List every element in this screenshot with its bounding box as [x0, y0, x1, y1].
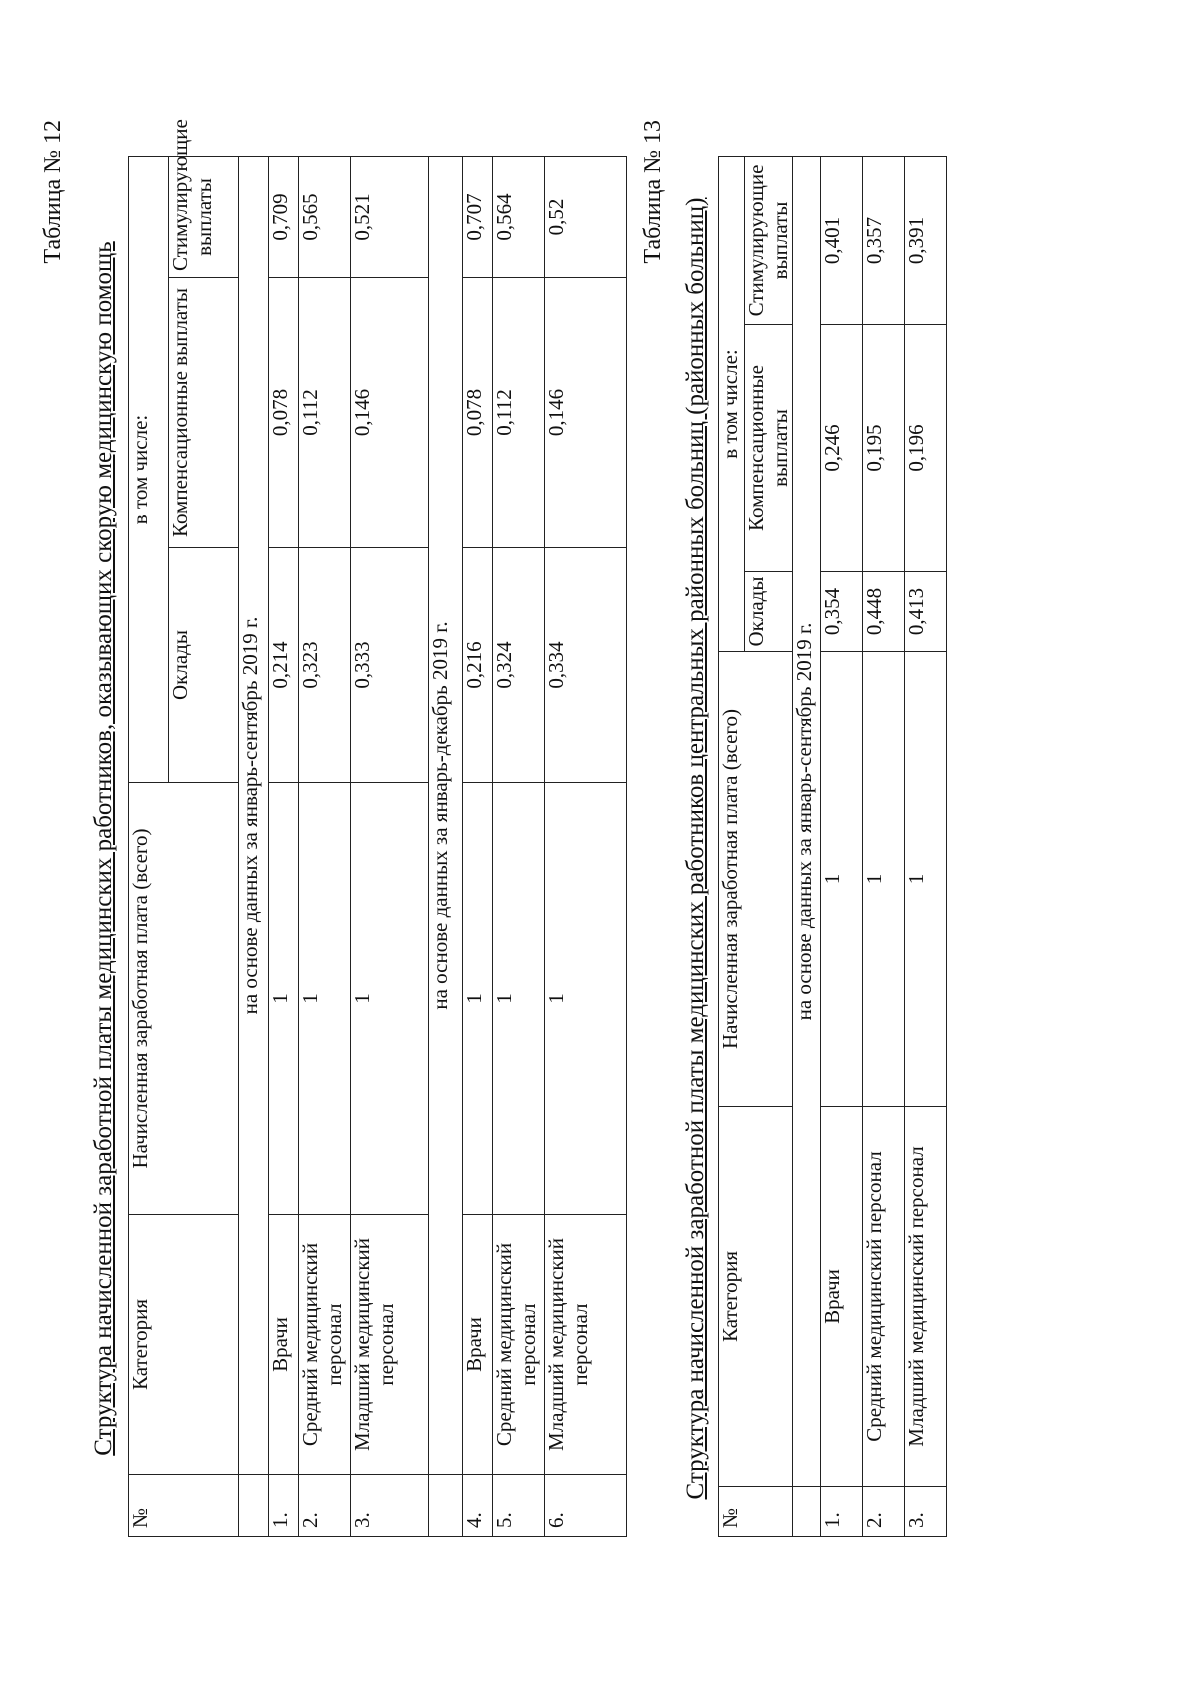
table-12-number: Таблица № 12 — [40, 120, 66, 264]
table-row: 5. Средний медицинский персонал 1 0,324 0,112 0,564 — [493, 156, 545, 1536]
table-row: 1. Врачи 1 0,214 0,078 0,709 — [269, 156, 299, 1536]
header-including: в том числе: — [129, 156, 169, 782]
header-category: Категория — [129, 1215, 239, 1475]
header-incentive: Стимулирующие выплаты — [169, 156, 239, 277]
header-including: в том числе: — [719, 156, 745, 651]
table-row: 6. Младший медицинский персонал 1 0,334 0,146 0,52 — [545, 156, 627, 1536]
header-compensation: Компенсационные выплаты — [169, 278, 239, 548]
header-total: Начисленная заработная плата (всего) — [129, 783, 239, 1215]
section-label: на основе данных за январь-сентябрь 2019 г. — [239, 156, 269, 1474]
table-row: 2. Средний медицинский персонал 1 0,323 0,112 0,565 — [299, 156, 351, 1536]
table-row: 2. Средний медицинский персонал 1 0,448 0,195 0,357 — [863, 156, 905, 1536]
table-12 — [128, 119, 627, 1537]
header-category: Категория — [719, 1107, 793, 1487]
section-label: на основе данных за январь-сентябрь 2019 г. — [793, 156, 821, 1486]
header-salary: Оклады — [169, 548, 239, 783]
table-row: 4. Врачи 1 0,216 0,078 0,707 — [463, 156, 493, 1536]
header-salary: Оклады — [745, 572, 793, 652]
table-13-title: Структура начисленной заработной платы медицинских работников центральных районных больниц (районных больниц) — [682, 197, 709, 1500]
header-total: Начисленная заработная плата (всего) — [719, 652, 793, 1107]
table-row: 3. Младший медицинский персонал 1 0,413 0,196 0,391 — [905, 156, 947, 1536]
header-no: № — [129, 1475, 239, 1537]
header-incentive: Стимулирующие выплаты — [745, 156, 793, 324]
table-13 — [718, 156, 947, 1537]
header-no: № — [719, 1487, 793, 1537]
table-row: 3. Младший медицинский персонал 1 0,333 0,146 0,521 — [351, 156, 429, 1536]
table-12-title: Структура начисленной заработной платы медицинских работников, оказывающих скорую медицинскую помощь — [90, 241, 117, 1456]
table-row: 1. Врачи 1 0,354 0,246 0,401 — [821, 156, 863, 1536]
header-compensation: Компенсационные выплаты — [745, 325, 793, 572]
section-label: на основе данных за январь-декабрь 2019 г. — [429, 156, 463, 1474]
table-13-number: Таблица № 13 — [640, 120, 666, 264]
